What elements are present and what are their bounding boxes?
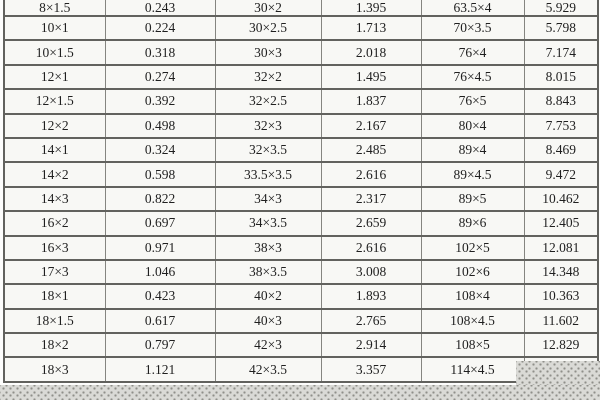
table-cell: 3.008 [321, 260, 421, 284]
table-row [4, 89, 598, 113]
table-cell: 32×2 [215, 65, 321, 89]
table-cell: 0.498 [105, 114, 215, 138]
table-cell: 10.363 [524, 284, 598, 308]
table-cell: 40×3 [215, 309, 321, 333]
table-cell: 114×4.5 [421, 357, 524, 381]
table-cell: 10.462 [524, 187, 598, 211]
table-cell: 18×2 [4, 333, 105, 357]
table-cell: 76×4.5 [421, 65, 524, 89]
table-cell: 12×2 [4, 114, 105, 138]
table-cell: 30×2 [215, 0, 321, 16]
table-cell: 12×1 [4, 65, 105, 89]
table-cell: 2.659 [321, 211, 421, 235]
table-cell: 38×3 [215, 236, 321, 260]
table-cell: 5.929 [524, 0, 598, 16]
table-cell: 8×1.5 [4, 0, 105, 16]
table-cell: 1.495 [321, 65, 421, 89]
table-cell: 12.081 [524, 236, 598, 260]
table-cell: 1.395 [321, 0, 421, 16]
table-cell: 16×3 [4, 236, 105, 260]
table-cell: 7.174 [524, 40, 598, 64]
table-cell: 2.616 [321, 162, 421, 186]
table-cell: 34×3 [215, 187, 321, 211]
table-cell: 17×3 [4, 260, 105, 284]
table-cell: 40×2 [215, 284, 321, 308]
table-cell: 1.837 [321, 89, 421, 113]
table-cell: 0.423 [105, 284, 215, 308]
pipe-size-weight-table [3, 0, 599, 383]
table-row [4, 65, 598, 89]
table-row [4, 138, 598, 162]
table-row [4, 357, 598, 381]
table-cell: 34×3.5 [215, 211, 321, 235]
table-cell: 33.5×3.5 [215, 162, 321, 186]
table-cell: 1.713 [321, 16, 421, 40]
table-cell: 0.971 [105, 236, 215, 260]
table-cell: 5.798 [524, 16, 598, 40]
table-cell: 108×4.5 [421, 309, 524, 333]
table-row [4, 309, 598, 333]
table-cell: 0.392 [105, 89, 215, 113]
table-cell: 108×4 [421, 284, 524, 308]
table-cell: 2.616 [321, 236, 421, 260]
pipe-size-table-body [4, 0, 598, 382]
table-row [4, 0, 598, 16]
table-cell: 2.018 [321, 40, 421, 64]
table-cell: 1.046 [105, 260, 215, 284]
table-cell: 2.167 [321, 114, 421, 138]
table-cell: 14×2 [4, 162, 105, 186]
table-cell: 11.602 [524, 309, 598, 333]
table-cell: 0.318 [105, 40, 215, 64]
table-cell: 0.617 [105, 309, 215, 333]
table-cell: 9.472 [524, 162, 598, 186]
table-cell: 16×2 [4, 211, 105, 235]
table-cell: 0.224 [105, 16, 215, 40]
table-cell: 7.753 [524, 114, 598, 138]
table-cell: 70×3.5 [421, 16, 524, 40]
table-cell: 32×2.5 [215, 89, 321, 113]
table-cell: 18×1.5 [4, 309, 105, 333]
table-cell: 89×4.5 [421, 162, 524, 186]
table-cell: 102×6 [421, 260, 524, 284]
table-cell: 14.348 [524, 260, 598, 284]
table-row [4, 16, 598, 40]
table-cell: 38×3.5 [215, 260, 321, 284]
table-cell: 2.485 [321, 138, 421, 162]
table-cell: 76×4 [421, 40, 524, 64]
table-cell: 0.243 [105, 0, 215, 16]
table-row [4, 187, 598, 211]
table-cell: 2.317 [321, 187, 421, 211]
table-cell: 42×3.5 [215, 357, 321, 381]
table-cell: 89×6 [421, 211, 524, 235]
table-cell: 8.015 [524, 65, 598, 89]
table-cell: 32×3 [215, 114, 321, 138]
table-cell: 30×3 [215, 40, 321, 64]
table-cell: 30×2.5 [215, 16, 321, 40]
table-row [4, 114, 598, 138]
table-cell: 89×4 [421, 138, 524, 162]
table-row [4, 260, 598, 284]
table-cell: 42×3 [215, 333, 321, 357]
table-cell: 18×3 [4, 357, 105, 381]
table-cell: 63.5×4 [421, 0, 524, 16]
table-cell: 0.324 [105, 138, 215, 162]
table-row [4, 162, 598, 186]
table-row [4, 211, 598, 235]
table-cell: 108×5 [421, 333, 524, 357]
table-cell: 10×1 [4, 16, 105, 40]
table-cell: 1.893 [321, 284, 421, 308]
table-cell: 76×5 [421, 89, 524, 113]
table-cell: 12×1.5 [4, 89, 105, 113]
table-cell: 10×1.5 [4, 40, 105, 64]
table-cell: 89×5 [421, 187, 524, 211]
table-cell: 14×1 [4, 138, 105, 162]
table-cell: 80×4 [421, 114, 524, 138]
table-cell: 12.405 [524, 211, 598, 235]
table-cell: 8.469 [524, 138, 598, 162]
table-row [4, 333, 598, 357]
table-cell: 2.765 [321, 309, 421, 333]
table-cell: 18×1 [4, 284, 105, 308]
table-row [4, 40, 598, 64]
table-cell: 102×5 [421, 236, 524, 260]
table-cell: 32×3.5 [215, 138, 321, 162]
table-cell: 0.697 [105, 211, 215, 235]
table-row [4, 284, 598, 308]
table-cell: 2.914 [321, 333, 421, 357]
table-cell: 0.274 [105, 65, 215, 89]
table-cell: 1.121 [105, 357, 215, 381]
table-cell: 0.598 [105, 162, 215, 186]
table-cell: 14×3 [4, 187, 105, 211]
texture-overlay-bottom [0, 385, 600, 400]
texture-overlay-corner [516, 361, 600, 387]
table-cell: 12.829 [524, 333, 598, 357]
table-cell: 3.357 [321, 357, 421, 381]
table-cell: 8.843 [524, 89, 598, 113]
table-cell: 0.822 [105, 187, 215, 211]
table-row [4, 236, 598, 260]
table-cell: 0.797 [105, 333, 215, 357]
